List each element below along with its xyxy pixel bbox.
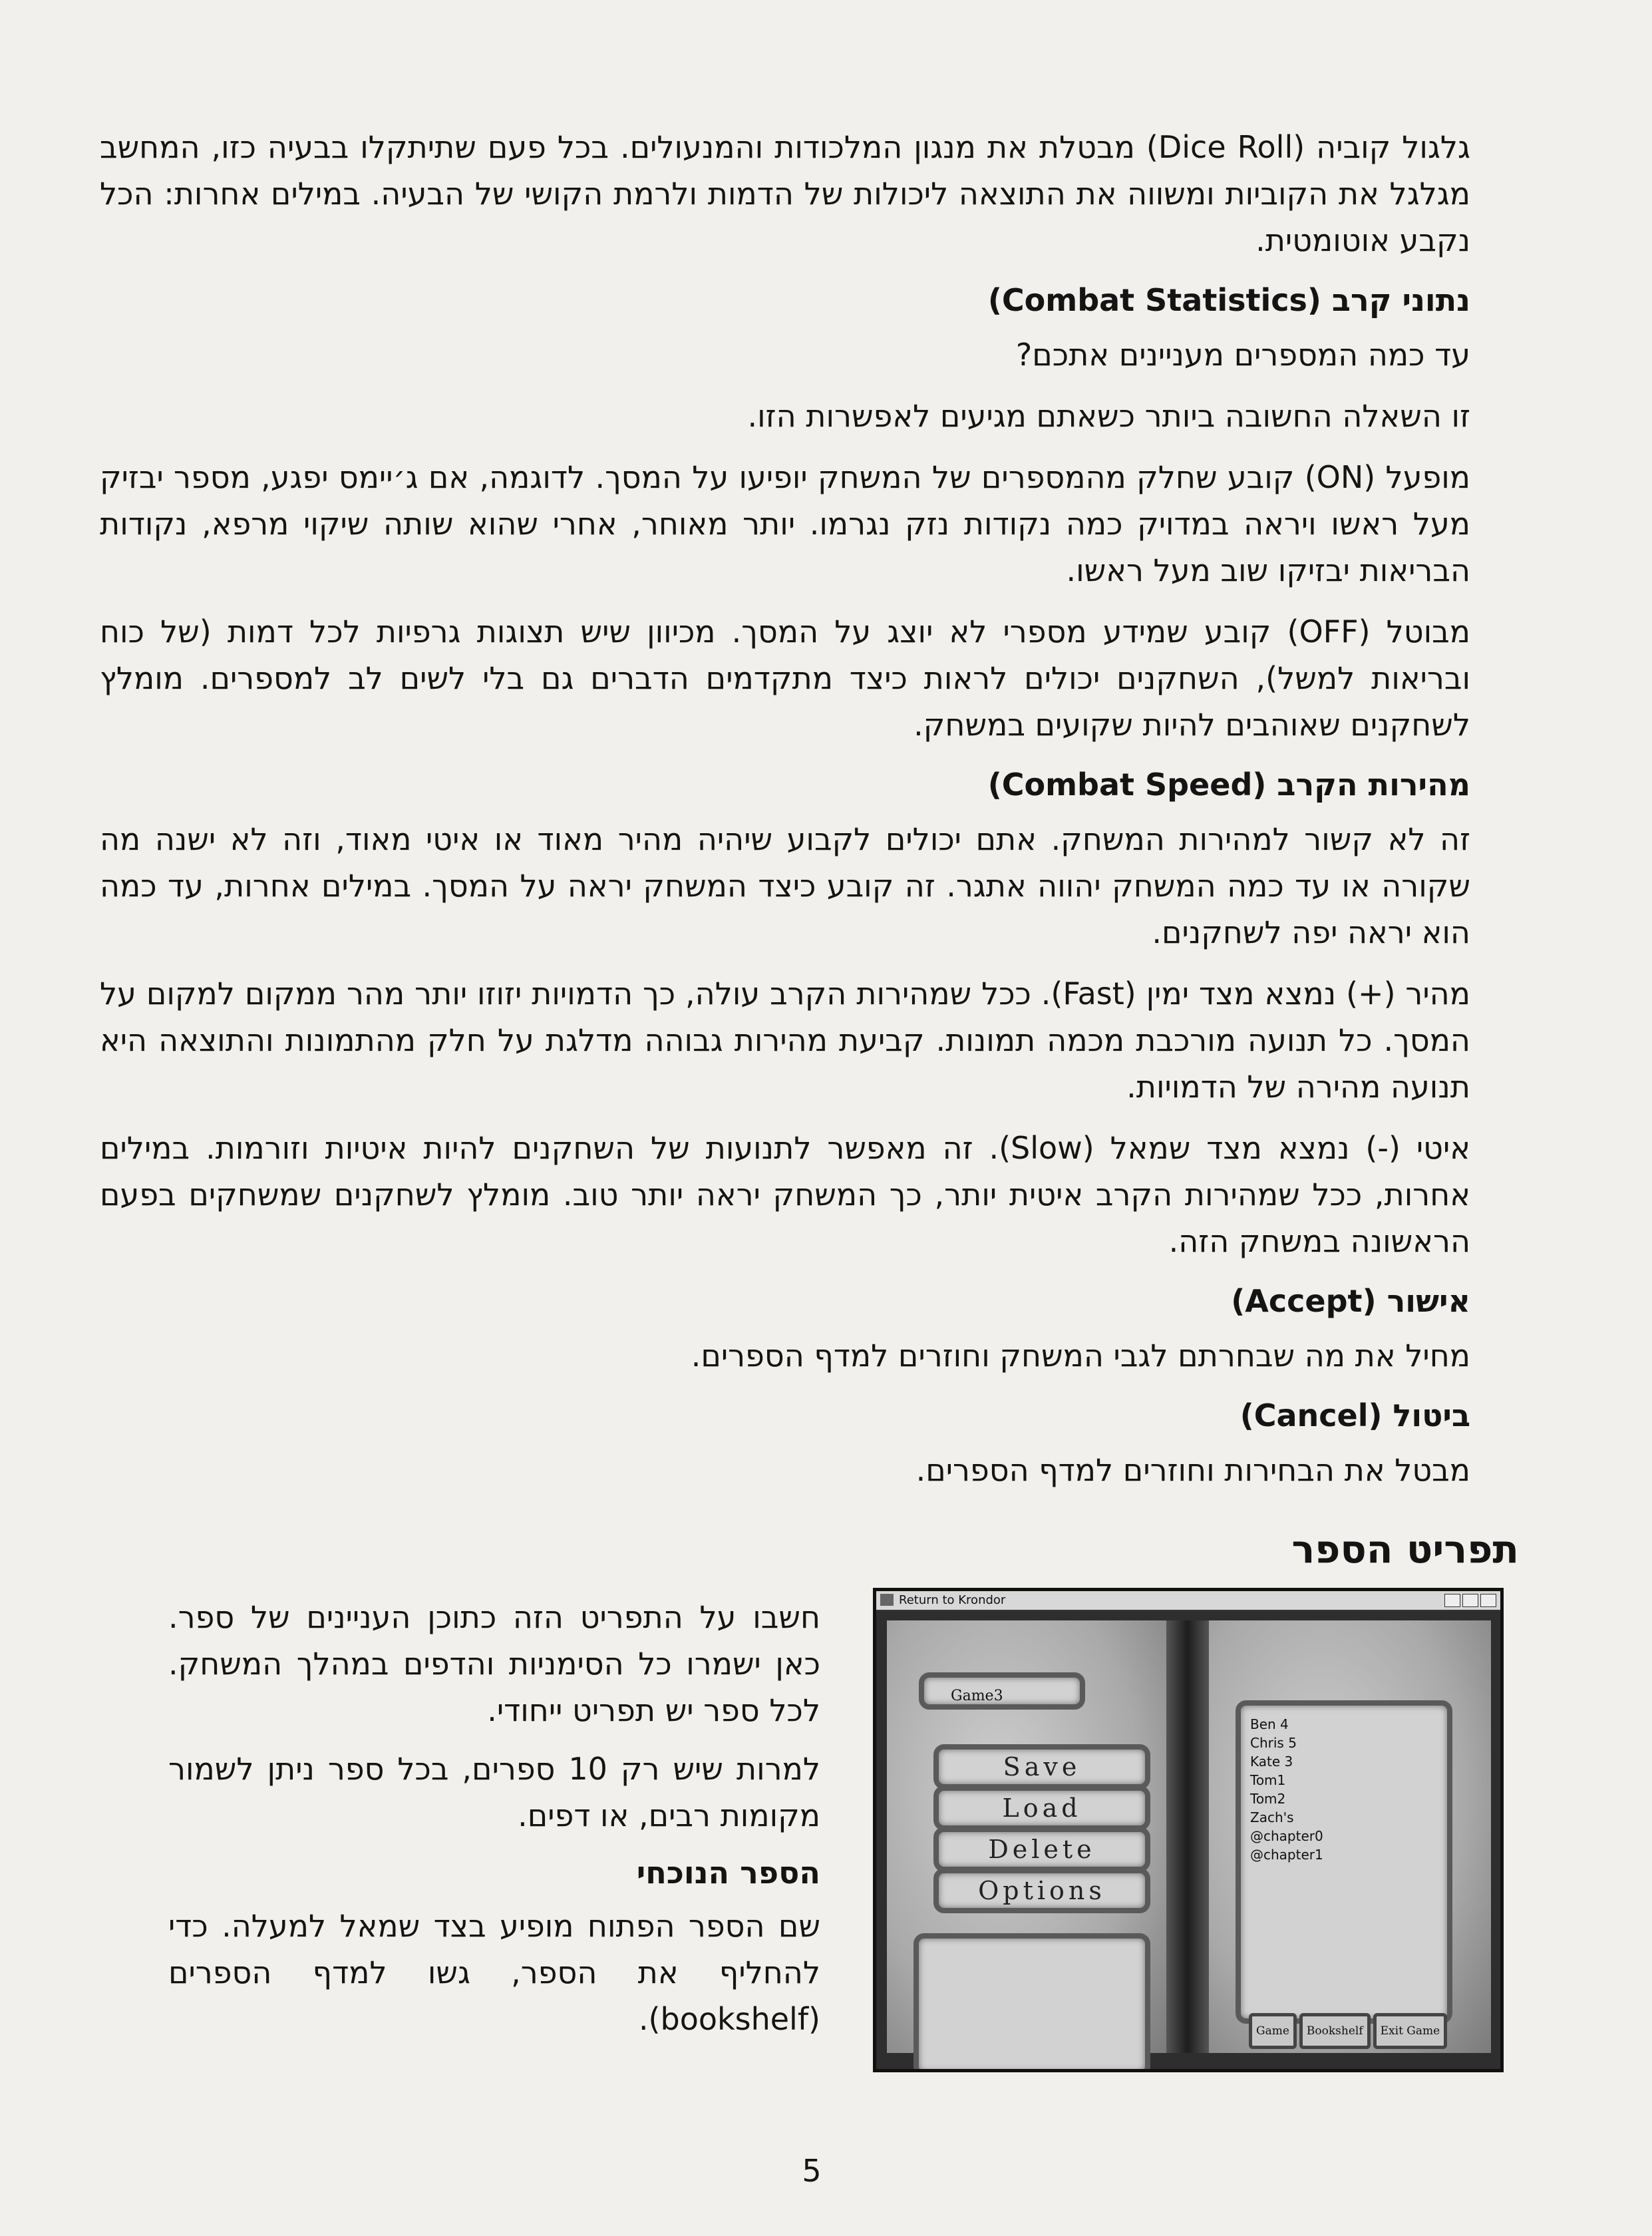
combat-speed-intro: זה לא קשור למהירות המשחק. אתם יכולים לקבוע שיהיה מהיר מאוד או איטי מאוד, וזה לא ישנה מה שקורה או עד כמה המשחק יהווה אתגר. זה קובע כיצד המשחק יראה על המסך. במילים אחרות, עד כמה הוא יראה יפה לשחקנים.	[100, 821, 1470, 950]
cancel-paragraph: מבטל את הבחירות וחוזרים למדף הספרים.	[915, 1452, 1470, 1488]
game-screenshot	[873, 1588, 1504, 2072]
options-button: Options	[933, 1868, 1150, 1913]
combat-stats-on-paragraph: מופעל (ON) קובע שחלק מהמספרים של המשחק יופיעו על המסך. לדוגמה, אם ג׳יימס יפגע, מספר יבזיק מעל ראשו ויראה במדויק כמה נקודות נזק נגרמו. יותר מאוחר, אחרי שהוא שותה שיקוי מרפא, נקודות הבריאות יבזיקו שוב מעל ראשו.	[100, 459, 1470, 588]
list-item: Ben 4	[1250, 1716, 1289, 1732]
load-button: Load	[933, 1785, 1150, 1831]
list-item: @chapter1	[1250, 1847, 1323, 1863]
accept-heading: אישור (Accept)	[1231, 1283, 1470, 1319]
book-menu-title: תפריט הספר	[1291, 1527, 1519, 1572]
cancel-heading: ביטול (Cancel)	[1239, 1398, 1470, 1433]
bookshelf-button: Bookshelf	[1299, 2013, 1371, 2049]
combat-stats-intro: זו השאלה החשובה ביותר כשאתם מגיעים לאפשרות הזו.	[747, 398, 1470, 434]
combat-speed-heading: מהירות הקרב (Combat Speed)	[987, 767, 1470, 803]
main-text-column	[100, 124, 1470, 1508]
screenshot-bottom-buttons	[1249, 2013, 1450, 2049]
window-title: Return to Krondor	[899, 1593, 1006, 1607]
combat-stats-off-paragraph: מבוטל (OFF) קובע שמידע מספרי לא יוצג על המסך. מכיוון שיש תצוגות גרפיות לכל דמות (של כוח ובריאות למשל), השחקנים יכולים לראות כיצד מתקדמים הדברים גם בלי לשים לב למספרים. מומלץ לשחקנים שאוהבים להיות שקועים במשחק.	[100, 614, 1470, 743]
book-left-page	[887, 1620, 1166, 2053]
list-item: Kate 3	[1250, 1754, 1293, 1770]
window-titlebar	[876, 1591, 1500, 1611]
accept-paragraph: מחיל את מה שבחרתם לגבי המשחק וחוזרים למדף הספרים.	[691, 1338, 1470, 1374]
saved-games-list	[1236, 1700, 1452, 2024]
list-item: Tom2	[1250, 1791, 1286, 1807]
book-menu-paragraph-1: חשבו על התפריט הזה כתוכן העניינים של ספר. כאן ישמרו כל הסימניות והדפים במהלך המשחק. לכל ספר יש תפריט ייחודי.	[168, 1599, 820, 1728]
maximize-icon	[1462, 1594, 1478, 1607]
current-book-paragraph: שם הספר הפתוח מופיע בצד שמאל למעלה. כדי להחליף את הספר, גשו למדף הספרים (bookshelf).	[168, 1908, 820, 2037]
minimize-icon	[1444, 1594, 1460, 1607]
current-book-heading: הספר הנוכחי	[636, 1855, 820, 1891]
preview-box	[913, 1933, 1150, 2072]
page-number: 5	[802, 2153, 822, 2189]
dice-roll-paragraph: גלגול קוביה (Dice Roll) מבטלת את מנגון המלכודות והמנעולים. בכל פעם שתיתקלו בבעיה כזו, המחשב מגלגל את הקוביות ומשווה את התוצאה ליכולות של הדמות ולרמת הקושי של הבעיה. במילים אחרות: הכל נקבע אוטומטית.	[100, 129, 1471, 258]
game-button: Game	[1249, 2013, 1297, 2049]
app-icon	[880, 1594, 894, 1606]
combat-speed-fast-paragraph: מהיר (+) נמצא מצד ימין (Fast). ככל שמהירות הקרב עולה, כך הדמויות יזוזו יותר מהר ממקום למקום על המסך. כל תנועה מורכבת מכמה תמונות. קביעת מהירות גבוהה מדלגת על חלק מהתמונות והתוצאה היא תנועה מהירה של הדמויות.	[100, 976, 1470, 1105]
combat-statistics-heading: נתוני קרב (Combat Statistics)	[987, 282, 1470, 318]
book-menu-paragraph-2: למרות שיש רק 10 ספרים, בכל ספר ניתן לשמור מקומות רבים, או דפים.	[168, 1751, 820, 1833]
list-item: Zach's	[1250, 1809, 1294, 1825]
close-icon	[1480, 1594, 1496, 1607]
combat-stats-question: עד כמה המספרים מעניינים אתכם?	[1015, 337, 1470, 373]
delete-button: Delete	[933, 1827, 1150, 1872]
list-item: Chris 5	[1250, 1735, 1297, 1751]
book-right-page	[1209, 1620, 1491, 2053]
game-name-scroll: Game3	[919, 1672, 1085, 1710]
exit-game-button: Exit Game	[1373, 2013, 1448, 2049]
book-spine	[1166, 1620, 1209, 2053]
window-controls	[1442, 1594, 1496, 1613]
list-item: Tom1	[1250, 1772, 1286, 1788]
book-menu-text-column	[168, 1594, 820, 2054]
list-item: @chapter0	[1250, 1828, 1323, 1844]
combat-speed-slow-paragraph: איטי (-) נמצא מצד שמאל (Slow). זה מאפשר לתנועות של השחקנים להיות איטיות וזורמות. במילים אחרות, ככל שמהירות הקרב איטית יותר, כך המשחק יראה יותר טוב. מומלץ לשחקנים שמשחקים בפעם הראשונה במשחק הזה.	[100, 1130, 1470, 1259]
save-button: Save	[933, 1744, 1150, 1789]
